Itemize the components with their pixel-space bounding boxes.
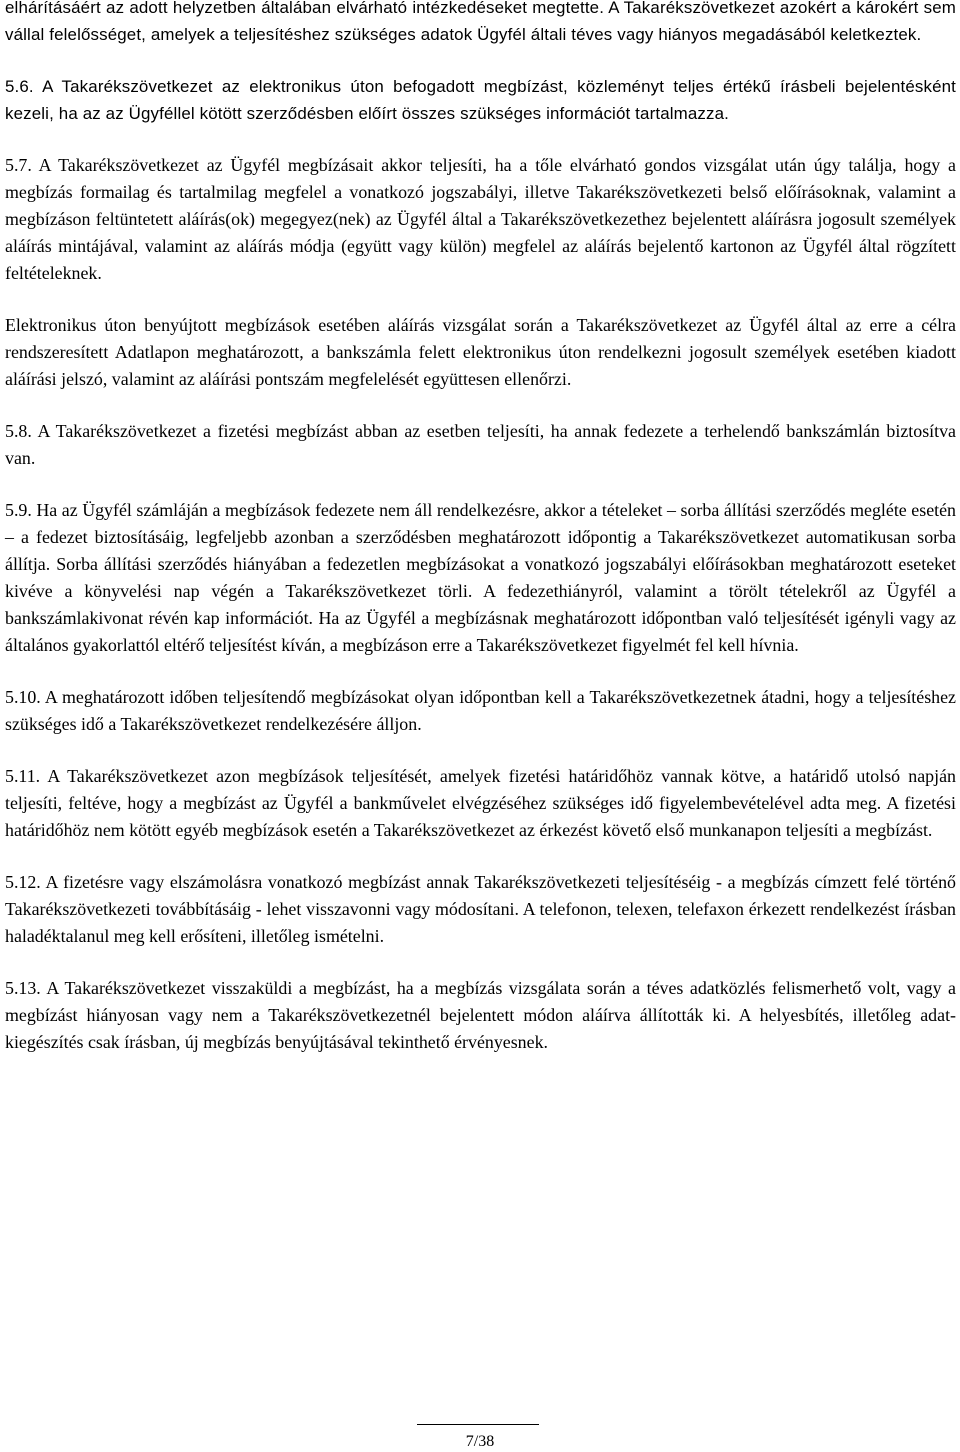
paragraph-5-12: 5.12. A fizetésre vagy elszámolásra vonatkozó megbízást annak Takarékszövetkezeti teljesítéséig - a megbízás címzett felé történő Takarékszövetkezeti továbbításáig - lehet visszavonni vagy módosítani. A telefonon, telexen, telefaxon érkezett rendelkezést írásban haladéktalanul meg kell erősíteni, illetőleg ismételni. [5,872,956,946]
paragraph-5-11: 5.11. A Takarékszövetkezet azon megbízások teljesítését, amelyek fizetési határidőhöz vannak kötve, a határidő utolsó napján teljesíti, feltéve, hogy a megbízást az Ügyfél a bankművelet elvégzéséhez szükséges idő figyelembevételével adta meg. A fizetési határidőhöz nem kötött egyéb megbízások esetén a Takarékszövetkezet az érkezést követő első munkanapon teljesíti a megbízást. [5,766,956,840]
paragraph-5-7: 5.7. A Takarékszövetkezet az Ügyfél megbízásait akkor teljesíti, ha a tőle elvárható gondos vizsgálat után úgy találja, hogy a megbízás formailag és tartalmilag megfelel a vonatkozó jogszabályi, illetve Takarékszövetkezeti belső előírásoknak, valamint a megbízáson feltüntetett aláírás(ok) megegyez(nek) az Ügyfél által a Takarékszövetkezethez bejelentett aláírásra jogosult személyek aláírás mintájával, valamint az aláírás módja (együtt vagy külön) megfelel az aláírás bejelentő kartonon az Ügyfél által rögzített feltételeknek. [5,155,956,283]
paragraph-5-7-electronic: Elektronikus úton benyújtott megbízások esetében aláírás vizsgálat során a Takarékszövetkezet az Ügyfél által az erre a célra rendszeresített Adatlapon meghatározott, a bankszámla felett elektronikus úton rendelkezni jogosult személyek esetében kiadott aláírási jelszó, valamint az aláírási pontszám megfelelését együttesen ellenőrzi. [5,315,956,389]
paragraph-5-10: 5.10. A meghatározott időben teljesítendő megbízásokat olyan időpontban kell a Takarékszövetkezetnek átadni, hogy a teljesítéshez szükséges idő a Takarékszövetkezet rendelkezésére álljon. [5,687,956,734]
paragraph-5-13: 5.13. A Takarékszövetkezet visszaküldi a megbízást, ha a megbízás vizsgálata során a téves adatközlés felismerhető volt, vagy a megbízást hiányosan vagy nem a Takarékszövetkezetnél bejelentett módon aláírva állították ki. A helyesbítés, illetőleg adat-kiegészítés csak írásban, új megbízás benyújtásával tekinthető érvényesnek. [5,978,956,1052]
page-number: 7/38 [465,1433,495,1450]
paragraph-5-6: 5.6. A Takarékszövetkezet az elektronikus úton befogadott megbízást, közleményt teljes értékű írásbeli bejelentésként kezeli, ha az az Ügyféllel kötött szerződésben előírt összes szükséges információt tartalmazza. [5,77,956,123]
paragraph-5-8: 5.8. A Takarékszövetkezet a fizetési megbízást abban az esetben teljesíti, ha annak fedezete a terhelendő bankszámlán biztosítva van. [5,421,956,468]
paragraph-continued: elhárításáért az adott helyzetben általában elvárható intézkedéseket megtette. A Takarékszövetkezet azokért a károkért sem vállal felelősséget, amelyek a teljesítéshez szükséges adatok Ügyfél általi téves vagy hiányos megadásából keletkeztek. [5,0,956,44]
footer-divider [417,1424,539,1425]
document-body [5,0,956,1081]
paragraph-5-9: 5.9. Ha az Ügyfél számláján a megbízások fedezete nem áll rendelkezésre, akkor a tételeket – sorba állítási szerződés megléte esetén – a fedezet biztosításáig, legfeljebb azonban a szerződésben meghatározott időpontig a Takarékszövetkezet automatikusan sorba állítja. Sorba állítási szerződés hiányában a fedezetlen megbízásokat a vonatkozó jogszabályi előírásokban meghatározott eseteket kivéve a könyvelési nap végén a Takarékszövetkezet törli. A fedezethiányról, valamint a törölt tételekről az Ügyfél a bankszámlakivonat révén kap információt. Ha az Ügyfél a megbízásnak meghatározott időpontban való teljesítését igényli vagy az általános gyakorlattól eltérő teljesítést kíván, a megbízáson erre a Takarékszövetkezet figyelmét fel kell hívnia. [5,500,956,655]
